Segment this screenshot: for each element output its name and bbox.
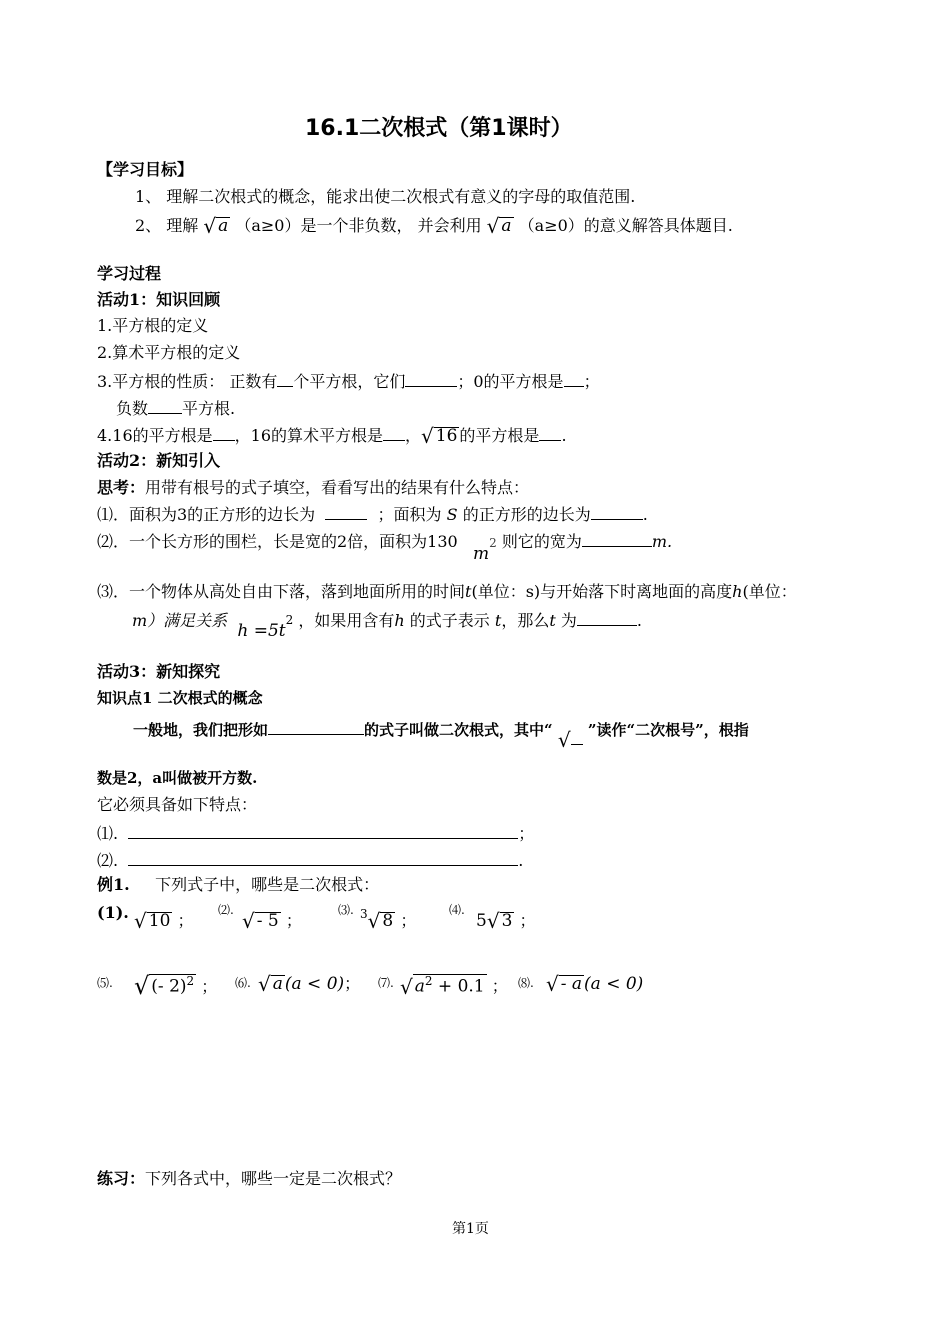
- p1-text-b: ；面积为: [377, 505, 442, 524]
- sqrt-expression: √ - a: [546, 972, 583, 996]
- practice-line: [97, 1171, 401, 1187]
- exponent: 2: [424, 974, 433, 988]
- q3-text-d: ；: [583, 372, 600, 391]
- q4-text-a: 4.16的平方根是: [97, 426, 213, 445]
- review-q3-line2: [116, 399, 235, 417]
- cube-root-expression: √ 8: [367, 909, 394, 933]
- p2-text-c: m.: [651, 532, 673, 551]
- blank[interactable]: [577, 611, 637, 626]
- radicand: [413, 974, 487, 996]
- feature-1-end: ；: [518, 824, 535, 843]
- sqrt-16-expression: √ 16: [421, 424, 458, 448]
- think-label: 思考：: [97, 478, 146, 497]
- blank[interactable]: [148, 399, 182, 414]
- sqrt-a-expression-2: √ a: [486, 214, 512, 238]
- separator: ；: [400, 911, 417, 930]
- problem-1: [97, 505, 648, 523]
- blank[interactable]: [128, 824, 518, 839]
- separator: ；: [344, 974, 361, 993]
- feature-1: [97, 824, 534, 842]
- sqrt-radicand-2: a: [501, 216, 512, 236]
- sqrt-expression: √ 3: [486, 909, 513, 933]
- p3-text-g: 的式子表示: [409, 611, 490, 630]
- activity-1-heading: 活动1：知识回顾: [97, 290, 221, 309]
- p1-text-c: 的正方形的边长为: [462, 505, 591, 524]
- blank[interactable]: [325, 505, 367, 520]
- var-t: t: [494, 611, 502, 630]
- radicand: - a: [560, 974, 583, 994]
- p1-text-d: .: [642, 505, 648, 524]
- condition: (a < 0): [584, 974, 644, 994]
- p1-var-s: S: [446, 505, 458, 524]
- page-title: 16.1二次根式（第1课时）: [305, 116, 573, 141]
- radicand: 10: [148, 911, 171, 931]
- p3-text-c: (单位：: [742, 582, 797, 601]
- example-item-4: ⑷.: [449, 903, 465, 917]
- radicand-text: (- 2): [151, 977, 187, 997]
- q4-text-d: 的平方根是: [459, 426, 540, 445]
- blank[interactable]: [539, 426, 561, 441]
- feature-2-end: .: [518, 851, 524, 870]
- sqrt-expression: √ - 5: [242, 909, 279, 933]
- blank[interactable]: [591, 505, 643, 520]
- review-q4: [97, 426, 567, 446]
- separator: ；: [201, 977, 218, 996]
- var-h: h: [394, 611, 405, 630]
- p3-text-a: ⑶．一个物体从高处自由下落，落到地面所用的时间: [97, 582, 466, 601]
- example-1-line: [97, 877, 379, 893]
- problem-2: [97, 532, 673, 564]
- feature-2: [97, 851, 523, 869]
- separator: ；: [285, 911, 302, 930]
- review-q3: [97, 372, 600, 390]
- sqrt-expression: √ a: [258, 972, 283, 996]
- root-index: 3: [360, 907, 368, 921]
- sqrt-expression: √ (- 2)$^2$: [134, 972, 195, 1000]
- example-item-6: ⑹.: [235, 976, 251, 990]
- activity-3-heading: 活动3：新知探究: [97, 662, 221, 681]
- p3-text-k: 为: [560, 611, 577, 630]
- separator: ；: [491, 976, 508, 996]
- p3-text-d: m）满足关系: [132, 611, 228, 630]
- unit-sup: 2: [489, 536, 497, 550]
- var-t: t: [549, 611, 556, 630]
- review-q2: 2.算术平方根的定义: [97, 343, 241, 362]
- definition-line-1: [133, 720, 749, 752]
- definition-line-2: 数是2，a叫做被开方数.: [97, 769, 258, 787]
- example-item-5: ⑸.: [97, 976, 113, 990]
- goals-heading: 【学习目标】: [97, 160, 194, 179]
- blank[interactable]: [383, 426, 405, 441]
- var-h: h: [732, 582, 743, 601]
- radicand-tail: + 0.1: [432, 976, 485, 997]
- example-item-2: ⑵.: [218, 903, 234, 917]
- item-label: (1).: [97, 903, 129, 922]
- radicand-var: a: [414, 976, 425, 997]
- q3-text-c: ；0的平方根是: [457, 372, 564, 391]
- example-item-1-expr: [134, 911, 194, 931]
- problem-3-line2: [132, 611, 642, 641]
- example-item-1: [97, 905, 129, 921]
- exponent: 2: [186, 974, 195, 989]
- sqrt-expression: √ $a^2 + 0.1$: [400, 974, 485, 999]
- features-intro: 它必须具备如下特点：: [97, 795, 258, 814]
- page-number: 第1页: [452, 1221, 489, 1237]
- problem-3: [97, 584, 797, 600]
- example-item-4-expr: [476, 911, 536, 931]
- radicand: [149, 974, 196, 996]
- blank[interactable]: [405, 372, 457, 387]
- condition: (a < 0): [284, 974, 345, 994]
- p3-text-b: (单位：s)与开始落下时离地面的高度: [471, 582, 733, 601]
- sqrt-radicand: a: [218, 216, 229, 236]
- p3-text-l: .: [636, 611, 642, 630]
- review-q1: 1.平方根的定义: [97, 316, 209, 335]
- feature-2-label: ⑵.: [97, 851, 119, 870]
- example-item-6-expr: [258, 974, 360, 994]
- q3-text-f: 平方根.: [182, 399, 236, 418]
- sqrt-radicand: 16: [435, 426, 458, 446]
- radicand: 8: [382, 911, 394, 931]
- example-item-7-expr: [400, 974, 508, 997]
- q3-text-a: 3.平方根的性质： 正数有: [97, 372, 278, 391]
- example-text: 下列式子中，哪些是二次根式：: [155, 875, 380, 894]
- goal-item-2-text-b: （a≥0）是一个非负数， 并会利用: [235, 216, 482, 235]
- blank[interactable]: [268, 720, 364, 735]
- blank[interactable]: [128, 851, 518, 866]
- radical-sign-icon: √: [558, 730, 583, 750]
- var-t: t: [465, 582, 472, 601]
- def-text-a: 一般地，我们把形如: [133, 721, 269, 739]
- def-text-c: ”读作“二次根号”，根指: [587, 721, 749, 739]
- example-item-3-expr: [360, 907, 417, 933]
- blank[interactable]: [564, 372, 584, 387]
- q4-text-e: .: [561, 426, 567, 445]
- separator: ；: [519, 911, 536, 930]
- unit-m: m: [473, 544, 490, 564]
- blank[interactable]: [582, 532, 652, 547]
- goal-item-1: 1、 理解二次根式的概念，能求出使二次根式有意义的字母的取值范围.: [135, 187, 636, 206]
- example-item-5-expr: [134, 974, 217, 998]
- goal-item-2-text-a: 2、 理解: [135, 216, 199, 235]
- blank[interactable]: [277, 372, 293, 387]
- q3-text-e: 负数: [116, 399, 149, 418]
- p2-text-a: ⑵．一个长方形的围栏，长是宽的2倍，面积为130: [97, 532, 458, 551]
- p3-text-e: ，如果用含有: [298, 611, 395, 630]
- practice-text: 下列各式中，哪些一定是二次根式？: [145, 1169, 402, 1188]
- q4-text-b: ，16的算术平方根是: [234, 426, 384, 445]
- sqrt-expression: √ 10: [134, 909, 171, 933]
- p3-text-i: ，那么: [501, 611, 550, 630]
- separator: ；: [177, 911, 194, 930]
- sqrt-a-expression: √ a: [203, 214, 229, 238]
- example-item-7: ⑺.: [378, 976, 394, 990]
- feature-1-label: ⑴.: [97, 824, 119, 843]
- example-label: 例1.: [97, 875, 130, 894]
- p1-text-a: ⑴．面积为3的正方形的边长为: [97, 505, 316, 524]
- radicand: 3: [501, 911, 513, 931]
- example-item-3: ⑶.: [338, 903, 354, 917]
- think-line: [97, 480, 529, 496]
- formula-h-5t2: h =5t: [237, 621, 286, 641]
- goal-item-2: [135, 216, 733, 236]
- p2-text-b: 则它的宽为: [501, 532, 582, 551]
- q4-text-c: ，: [405, 426, 422, 445]
- process-heading: 学习过程: [97, 264, 162, 283]
- def-text-b: 的式子叫做二次根式，其中“: [364, 721, 553, 739]
- think-text: 用带有根号的式子填空，看看写出的结果有什么特点：: [145, 478, 530, 497]
- example-item-8-expr: [546, 974, 643, 994]
- formula-sup: 2: [285, 613, 294, 627]
- activity-2-heading: 活动2：新知引入: [97, 451, 221, 470]
- q3-text-b: 个平方根，它们: [293, 372, 406, 391]
- goal-item-2-text-c: （a≥0）的意义解答具体题目.: [518, 216, 733, 235]
- radicand: a: [272, 974, 283, 994]
- knowledge-point-1: 知识点1 二次根式的概念: [97, 689, 263, 707]
- example-item-2-expr: [242, 911, 302, 931]
- radicand: - 5: [256, 911, 279, 931]
- example-item-8: ⑻.: [518, 976, 534, 990]
- blank[interactable]: [213, 426, 235, 441]
- coefficient: 5: [476, 911, 487, 931]
- practice-label: 练习：: [97, 1169, 146, 1188]
